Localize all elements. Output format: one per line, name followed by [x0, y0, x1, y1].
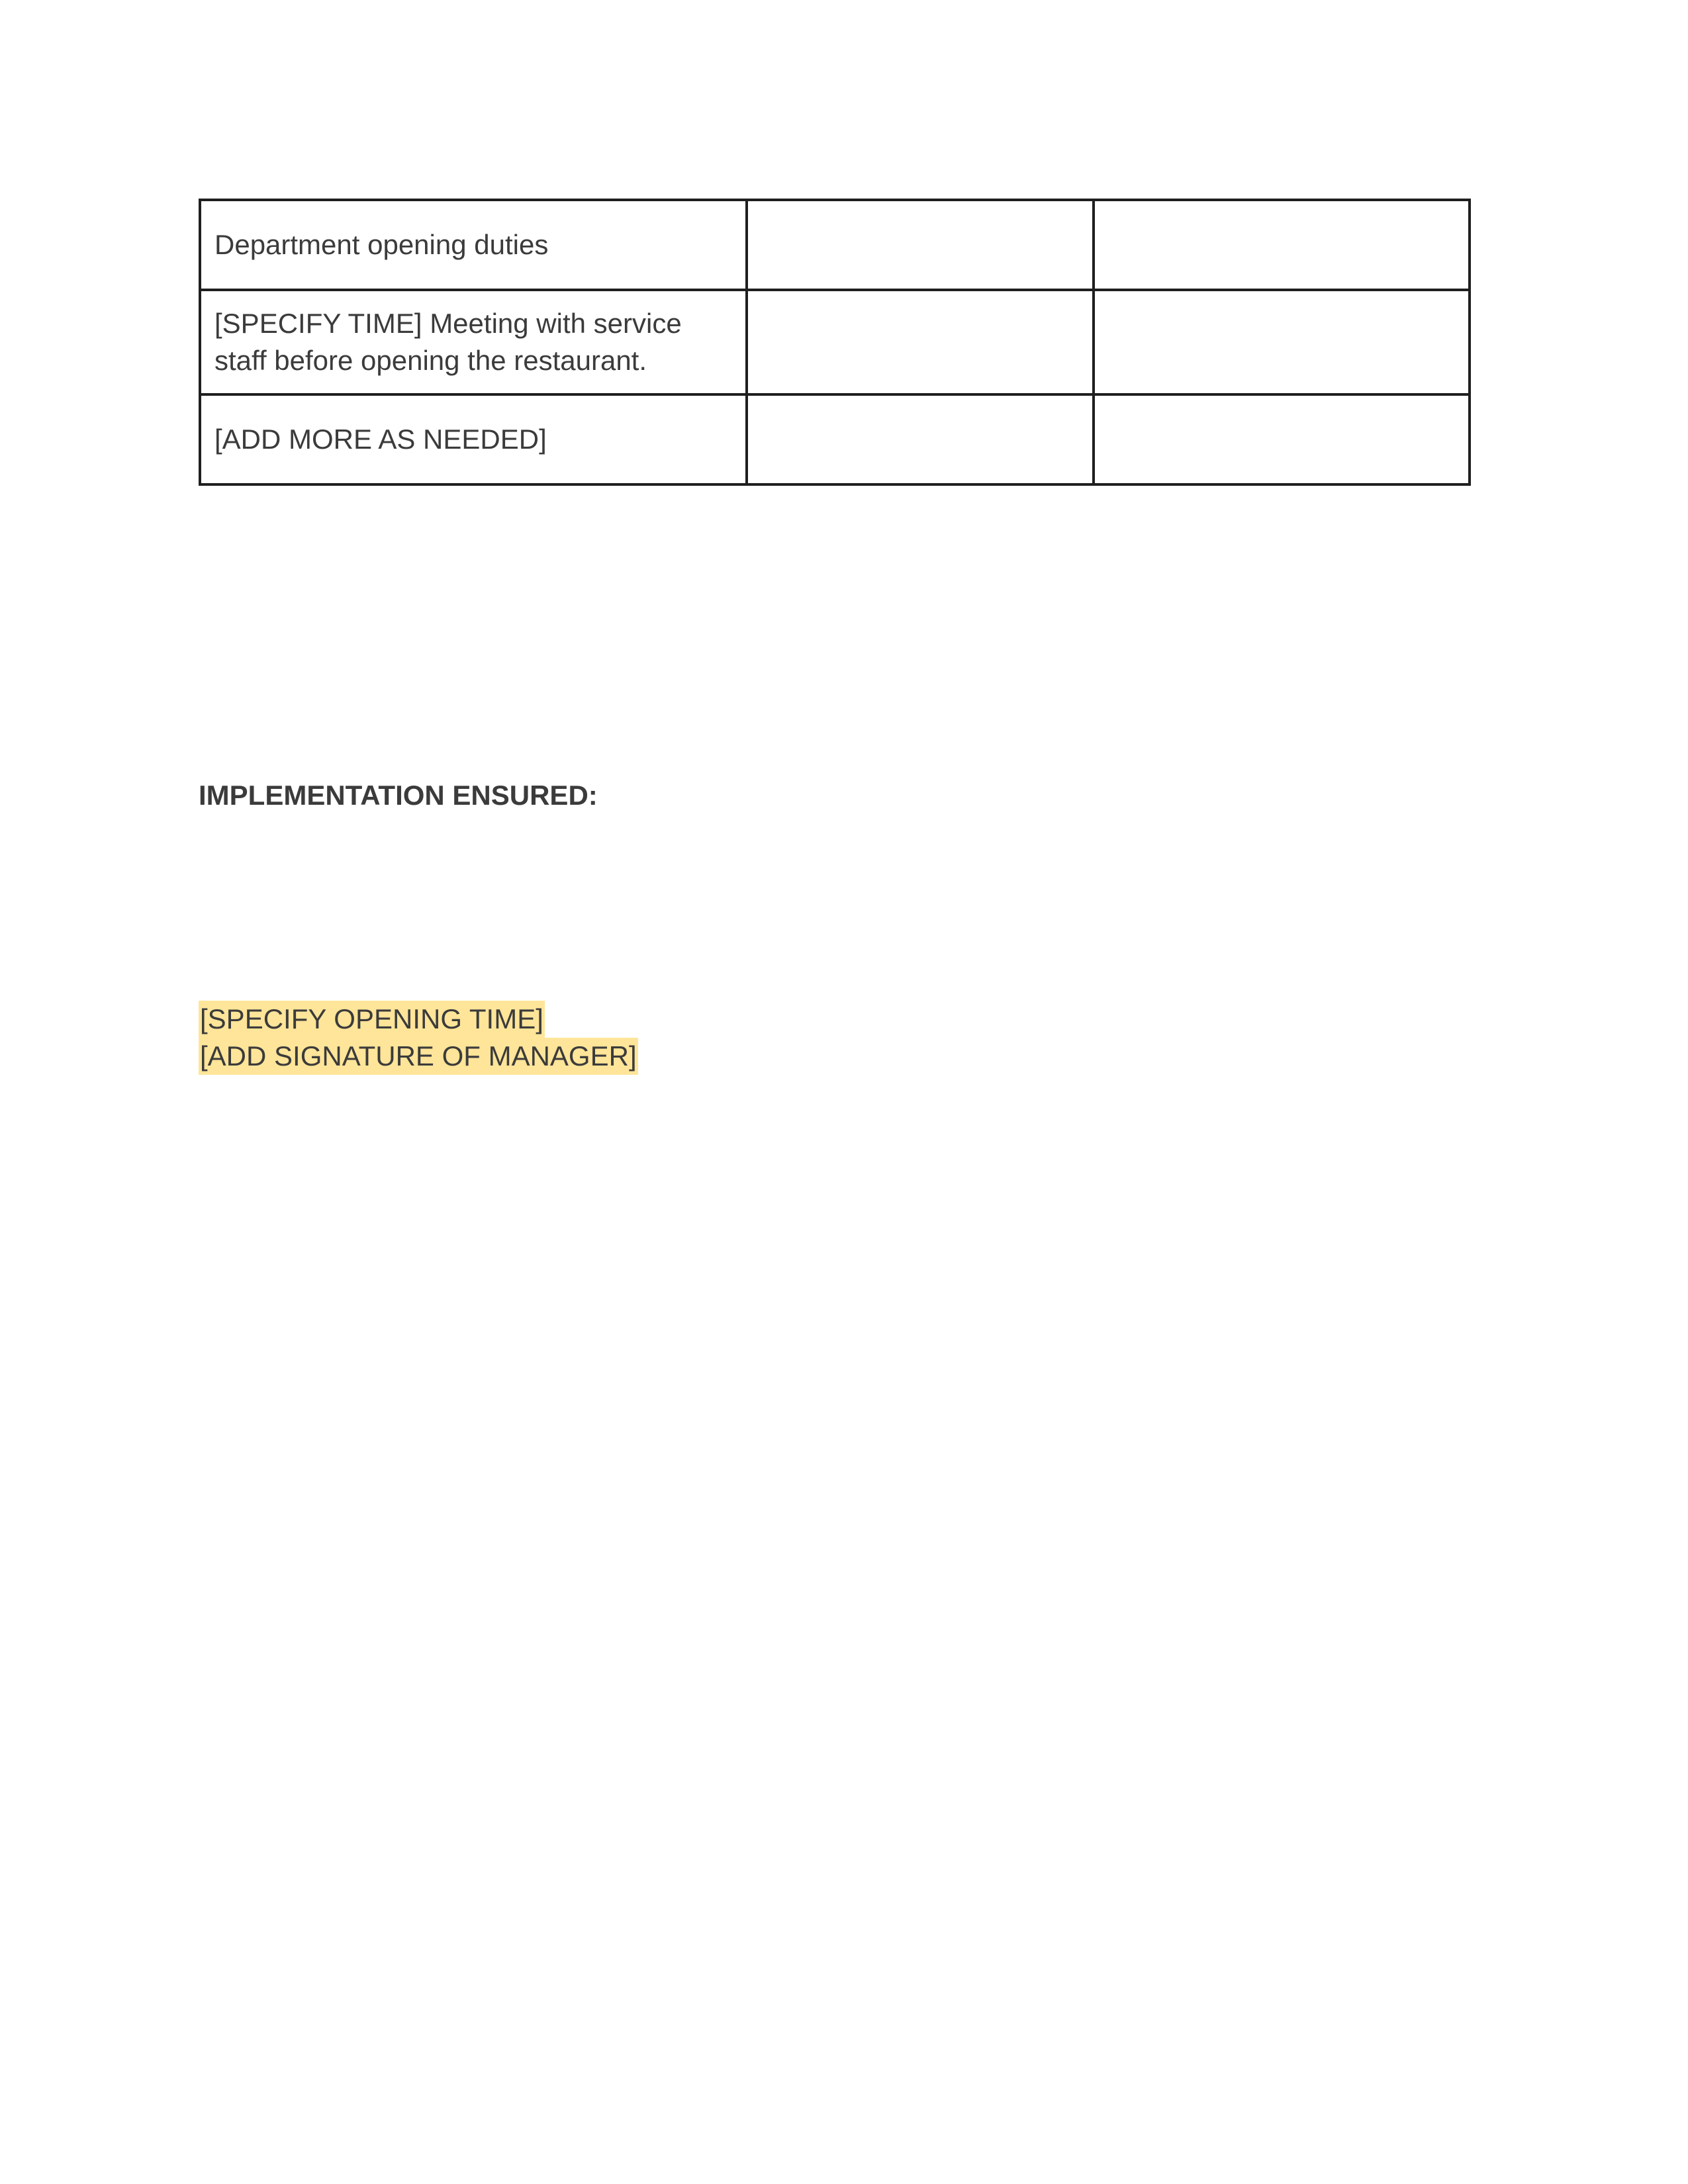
- table-cell-duty: Department opening duties: [200, 200, 747, 290]
- table-cell-empty: [1094, 394, 1470, 484]
- opening-time-placeholder: [SPECIFY OPENING TIME]: [199, 1001, 545, 1038]
- table-cell-empty: [747, 394, 1094, 484]
- table-cell-duty: [ADD MORE AS NEEDED]: [200, 394, 747, 484]
- manager-signature-placeholder: [ADD SIGNATURE OF MANAGER]: [199, 1038, 638, 1075]
- table-row: [200, 290, 1470, 394]
- table-cell-empty: [747, 290, 1094, 394]
- table-row: [200, 200, 1470, 290]
- opening-duties-table: [199, 199, 1471, 486]
- table-cell-empty: [1094, 200, 1470, 290]
- signature-block: [199, 1001, 638, 1075]
- table-cell-duty: [SPECIFY TIME] Meeting with service staff before opening the restaurant.: [200, 290, 747, 394]
- implementation-heading: IMPLEMENTATION ENSURED:: [199, 780, 598, 811]
- table-row: [200, 394, 1470, 484]
- table-cell-empty: [1094, 290, 1470, 394]
- table-cell-empty: [747, 200, 1094, 290]
